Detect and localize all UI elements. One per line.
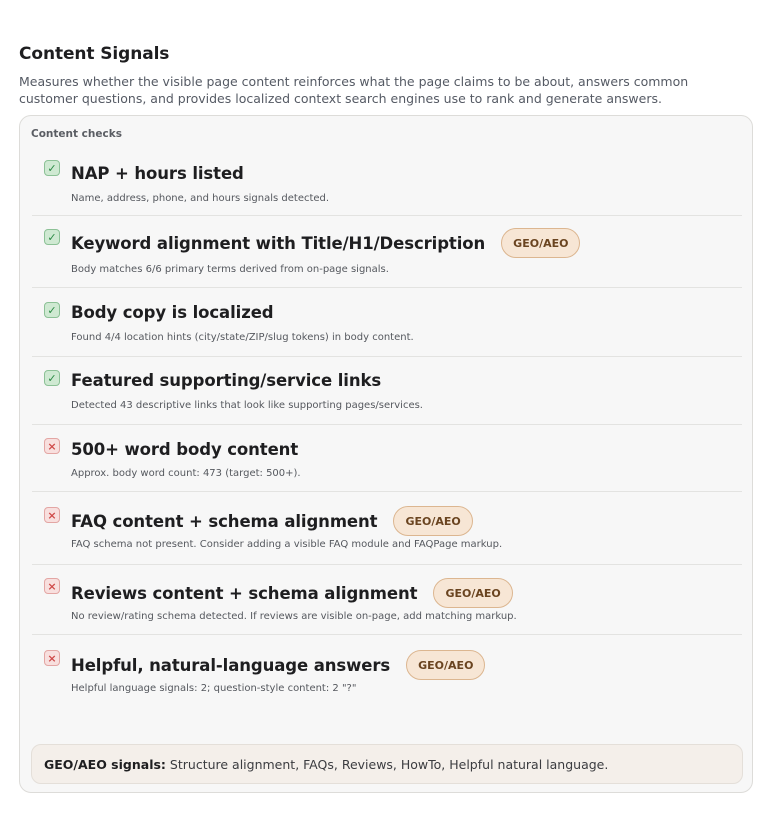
- check-title: Keyword alignment with Title/H1/Description: [71, 233, 486, 253]
- geo-aeo-badge: GEO/AEO: [393, 506, 472, 536]
- geo-aeo-badge: GEO/AEO: [433, 578, 512, 608]
- check-item-helpful-answers: [32, 650, 742, 700]
- x-icon: ×: [44, 578, 60, 594]
- check-item-localized-body: [32, 302, 742, 357]
- check-title: FAQ content + schema alignment: [71, 511, 378, 531]
- check-detail: Name, address, phone, and hours signals detected.: [71, 193, 330, 204]
- check-detail: No review/rating schema detected. If reviews are visible on-page, add matching markup.: [71, 611, 517, 622]
- check-detail: Detected 43 descriptive links that look like supporting pages/services.: [71, 400, 423, 411]
- check-title: Helpful, natural-language answers: [71, 655, 391, 675]
- check-detail: Found 4/4 location hints (city/state/ZIP/slug tokens) in body content.: [71, 332, 414, 343]
- check-detail: Helpful language signals: 2; question-style content: 2 "?": [71, 683, 357, 694]
- geo-aeo-badge: GEO/AEO: [501, 228, 580, 258]
- check-item-faq-schema: [32, 507, 742, 565]
- check-icon: ✓: [44, 370, 60, 386]
- check-title: NAP + hours listed: [71, 163, 244, 183]
- section-description: Measures whether the visible page content reinforces what the page claims to be about, answers common customer questions, and provides localized context search engines use to rank and generate answers.: [19, 74, 689, 106]
- section-title: Content Signals: [19, 44, 170, 64]
- geo-aeo-signals-note: [31, 744, 743, 784]
- x-icon: ×: [44, 438, 60, 454]
- panel-title: Content checks: [31, 128, 122, 140]
- footer-text: Structure alignment, FAQs, Reviews, HowTo, Helpful natural language.: [169, 756, 609, 772]
- check-icon: ✓: [44, 229, 60, 245]
- geo-aeo-badge: GEO/AEO: [406, 650, 485, 680]
- check-item-nap-hours: [32, 160, 742, 216]
- check-item-keyword-alignment: [32, 229, 742, 288]
- content-checks-panel: [19, 115, 753, 793]
- check-detail: Approx. body word count: 473 (target: 500+).: [71, 468, 301, 479]
- x-icon: ×: [44, 650, 60, 666]
- check-title: Featured supporting/service links: [71, 370, 382, 390]
- check-icon: ✓: [44, 160, 60, 176]
- check-item-supporting-links: [32, 370, 742, 425]
- check-title: 500+ word body content: [71, 439, 299, 459]
- footer-label: GEO/AEO signals:: [44, 756, 166, 772]
- check-icon: ✓: [44, 302, 60, 318]
- check-item-word-count: [32, 438, 742, 492]
- check-title: Reviews content + schema alignment: [71, 583, 418, 603]
- check-detail: FAQ schema not present. Consider adding a visible FAQ module and FAQPage markup.: [71, 539, 503, 550]
- check-item-reviews-schema: [32, 578, 742, 635]
- check-detail: Body matches 6/6 primary terms derived from on-page signals.: [71, 264, 389, 275]
- check-title: Body copy is localized: [71, 302, 274, 322]
- x-icon: ×: [44, 507, 60, 523]
